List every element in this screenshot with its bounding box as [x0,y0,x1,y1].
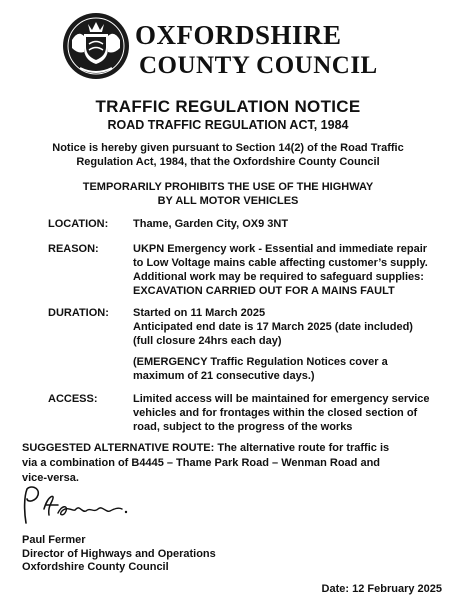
reason-value [133,242,449,298]
location-label: LOCATION: [48,218,109,230]
access-value [133,392,449,434]
prohibition-statement [40,180,416,208]
duration-value [133,306,449,348]
signatory-role: Director of Highways and Operations [22,547,216,560]
notice-title: TRAFFIC REGULATION NOTICE [95,97,361,116]
reason-label: REASON: [48,243,99,255]
org-name-line2: COUNTY COUNCIL [139,52,378,79]
coat-of-arms-icon [62,10,130,82]
alternative-route [22,441,442,486]
reason-line: EXCAVATION CARRIED OUT FOR A MAINS FAULT [133,285,395,297]
intro-paragraph [50,141,406,169]
reason-line: to Low Voltage mains cable affecting customer’s supply. [133,257,428,269]
notice-subtitle: ROAD TRAFFIC REGULATION ACT, 1984 [107,118,349,132]
duration-line: Started on 11 March 2025 [133,307,266,319]
duration-note-line: maximum of 21 consecutive days.) [133,370,315,382]
notice-date: Date: 12 February 2025 [321,583,442,595]
handwritten-signature [18,483,133,531]
duration-label: DURATION: [48,307,109,319]
duration-note-line: (EMERGENCY Traffic Regulation Notices cover a [133,356,388,368]
prohibition-line: TEMPORARILY PROHIBITS THE USE OF THE HIGHWAY [82,181,374,193]
signatory-block [22,534,216,575]
duration-line: Anticipated end date is 17 March 2025 (date included) [133,321,413,333]
intro-line: Notice is hereby given pursuant to Section 14(2) of the Road Traffic [52,142,404,154]
intro-line: Regulation Act, 1984, that the Oxfordshire County Council [76,156,380,168]
org-name-line1: OXFORDSHIRE [135,20,342,50]
alternative-route-line: vice-versa. [22,472,79,484]
signatory-org: Oxfordshire County Council [22,561,169,573]
access-line: Limited access will be maintained for emergency service [133,393,430,405]
reason-line: Additional work may be required to safeguard supplies: [133,271,424,283]
location-value: Thame, Garden City, OX9 3NT [133,218,289,230]
council-header [62,8,392,86]
access-label: ACCESS: [48,393,98,405]
duration-note [133,355,449,383]
alternative-route-line: SUGGESTED ALTERNATIVE ROUTE: The alternative route for traffic is [22,442,390,454]
access-line: road, subject to the progress of the works [133,421,353,433]
signatory-name: Paul Fermer [22,534,86,546]
prohibition-line: BY ALL MOTOR VEHICLES [157,195,299,207]
duration-line: (full closure 24hrs each day) [133,335,282,347]
access-line: vehicles and for frontages within the closed section of [133,407,418,419]
alternative-route-line: via a combination of B4445 – Thame Park Road – Wenman Road and [22,457,381,469]
reason-line: UKPN Emergency work - Essential and immediate repair [133,243,428,255]
